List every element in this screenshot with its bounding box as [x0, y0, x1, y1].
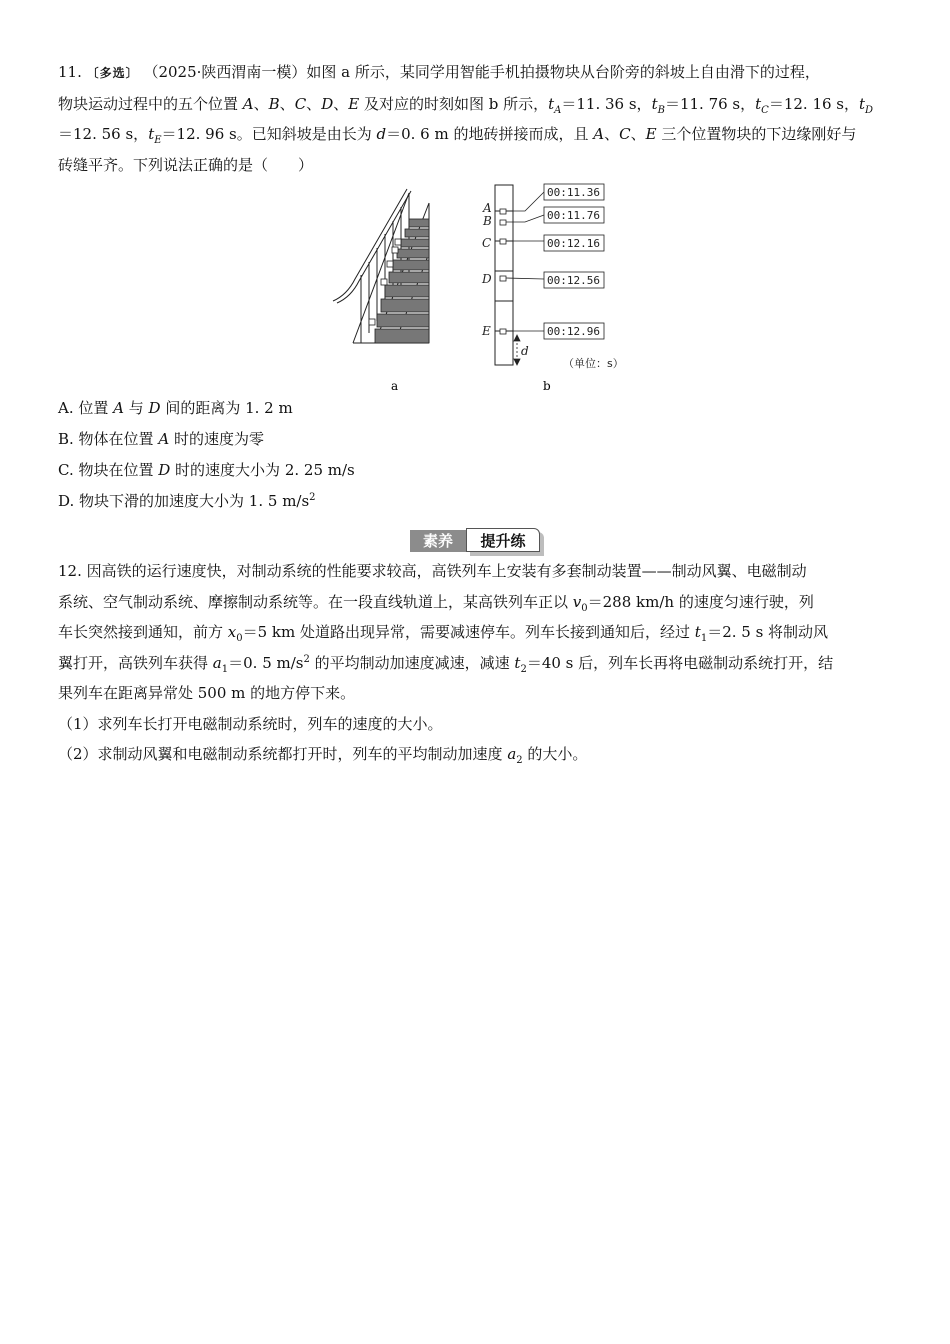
subquestion-2: （2）求制动风翼和电磁制动系统都打开时，列车的平均制动加速度 $a_2$ 的大小。: [58, 745, 588, 766]
unit-label: （单位：s）: [563, 357, 624, 370]
timestamp-c: 00:12.16: [547, 237, 600, 250]
banner-left: 素养: [410, 530, 466, 552]
timestamp-d: 00:12.56: [547, 274, 600, 287]
option-d: D. 物块下滑的加速度大小为 1. 5 $m/s^2$: [58, 492, 316, 510]
point-label-d: D: [482, 272, 492, 286]
figure-a-label: a: [391, 379, 399, 393]
figure-b-point-labels: [481, 201, 492, 338]
figure-b-leaders: [506, 192, 544, 331]
option-b: B. 物体在位置 A 时的速度为零: [58, 430, 264, 448]
figure-b-d-dimension: [514, 335, 520, 365]
question-number: 11.: [58, 63, 82, 81]
banner-right: 提升练: [466, 528, 540, 552]
point-label-c: C: [482, 236, 492, 250]
timestamp-e: 00:12.96: [547, 325, 600, 338]
question-source: （2025·陕西渭南一模）: [143, 63, 307, 81]
figure-svg: [325, 183, 635, 397]
figure-b-timestamps: [544, 184, 604, 339]
option-c: C. 物块在位置 D 时的速度大小为 2. 25 m/s: [58, 461, 355, 479]
d-label: d: [521, 344, 529, 358]
multi-select-tag: 〔多选〕: [86, 66, 139, 80]
question-12: 12. 因高铁的运行速度快，对制动系统的性能要求较高，高铁列车上安装有多套制动装置——制动风翼、电磁制动 系统、空气制动系统、摩擦制动系统等。在一段直线轨道上，某高铁列车正以 $v_0=288$ km/h 的速度匀速行驶，列 车长突然接到通知，前方 $x_0=5$ km 处道路出现异常，需要减速停车。列车长接到通知后，经过 $t_1=2$. 5 s 将制动风 翼打开，高铁列车获得 $a_1=0$. 5 $m/s^2$ 的平均制动加速度减速，减速 $t_2=40$ s 后，列车长再将电磁制动系统打开，结 果列车在距离异常处 500 m 的地方停下来。 （1）求列车长打开电磁制动系统时，列车的速度的大小。 （2）求制动风翼和电磁制动系统都打开时，列车的平均制动加速度 $a_2$ 的大小。: [58, 556, 892, 770]
section-banner: [408, 528, 544, 556]
timestamp-b: 00:11.76: [547, 209, 600, 222]
figure-b-label: b: [543, 379, 551, 393]
question-number: 12.: [58, 562, 82, 580]
subquestion-1: （1）求列车长打开电磁制动系统时，列车的速度的大小。: [58, 714, 443, 733]
point-label-b: B: [483, 214, 492, 228]
question-11: 11. 〔多选〕 （2025·陕西渭南一模）如图 a 所示，某同学用智能手机拍摄物块从台阶旁的斜坡上自由滑下的过程， 物块运动过程中的五个位置 A、B、C、D、E 及对应的时刻如图 b 所示，$t_A=11$. 36 s，$t_B=11$. 76 s，$t_C=12$. 16 s，$t_D$ ＝12. 56 s，$t_E=12$. 96 s。已知斜坡是由长为 d＝0. 6 m 的地砖拼接而成，且 A、C、E 三个位置物块的下边缘刚好与 砖缝平齐。下列说法正确的是（ ）: [58, 63, 874, 174]
point-label-e: E: [482, 324, 491, 338]
question-11-figure: [325, 183, 635, 397]
point-label-a: A: [483, 201, 492, 215]
option-a: A. 位置 A 与 D 间的距离为 1. 2 m: [58, 399, 293, 417]
timestamp-a: 00:11.36: [547, 186, 600, 199]
